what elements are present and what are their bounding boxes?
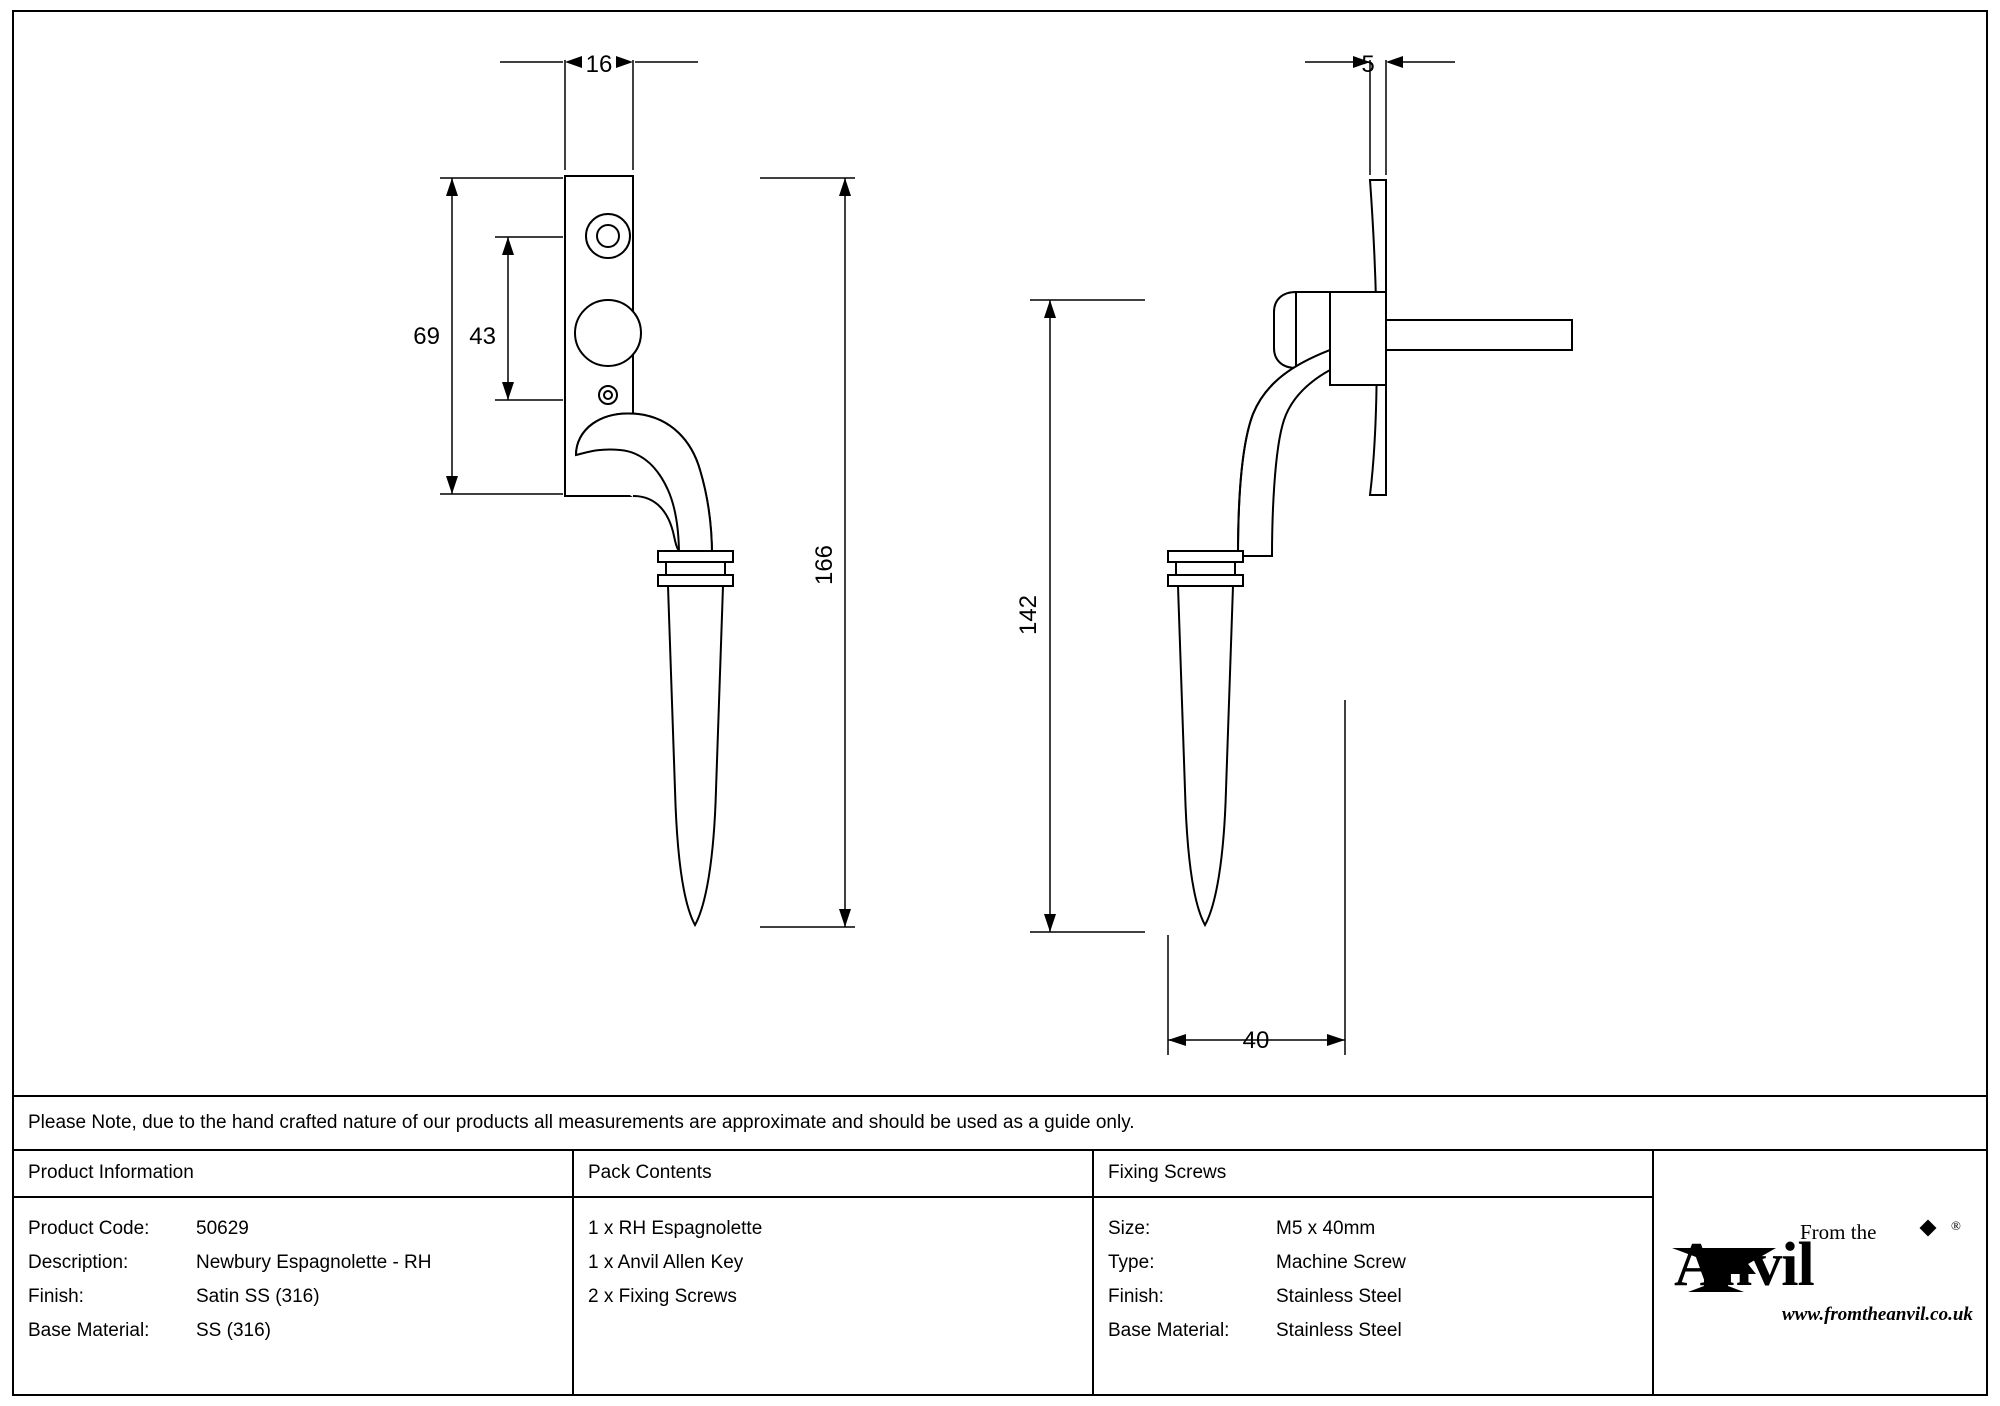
table-row (28, 1212, 572, 1246)
logo-fromthe-text: From the (1800, 1220, 1877, 1244)
pack-contents-body (574, 1198, 1092, 1314)
product-code-label: Product Code: (28, 1218, 150, 1239)
fixing-screws-heading: Fixing Screws (1094, 1150, 1652, 1198)
table-row (1108, 1212, 1652, 1246)
description-value: Newbury Espagnolette - RH (196, 1252, 432, 1273)
screw-type-value: Machine Screw (1276, 1252, 1406, 1273)
screw-type-label: Type: (1108, 1252, 1155, 1273)
dim-166 (760, 178, 855, 927)
screw-base-material-label: Base Material: (1108, 1320, 1230, 1341)
finish-value: Satin SS (316) (196, 1286, 320, 1307)
list-item: 2 x Fixing Screws (588, 1286, 737, 1307)
base-material-label: Base Material: (28, 1320, 150, 1341)
screw-finish-label: Finish: (1108, 1286, 1164, 1307)
product-information-heading: Product Information (14, 1150, 572, 1198)
screw-finish-value: Stainless Steel (1276, 1286, 1402, 1307)
dim-40-label: 40 (1242, 1027, 1270, 1054)
finish-label: Finish: (28, 1286, 84, 1307)
table-row (28, 1246, 572, 1280)
dim-142 (1015, 300, 1145, 932)
disclaimer-note (14, 1096, 1986, 1150)
product-information-column (14, 1150, 574, 1394)
pack-contents-column (574, 1150, 1094, 1394)
table-row (1108, 1246, 1652, 1280)
dim-43 (469, 237, 563, 400)
product-code-value: 50629 (196, 1218, 249, 1239)
dim-69-label: 69 (413, 323, 440, 350)
dim-16 (500, 51, 698, 170)
diamond-icon (1920, 1220, 1937, 1237)
table-row (28, 1314, 572, 1348)
screw-size-value: M5 x 40mm (1276, 1218, 1376, 1239)
fixing-screws-body (1094, 1198, 1652, 1348)
dim-142-label: 142 (1015, 594, 1042, 636)
pack-contents-heading: Pack Contents (574, 1150, 1092, 1198)
logo-wordmark: Anvil (1674, 1231, 1814, 1299)
base-material-value: SS (316) (196, 1320, 271, 1341)
dim-5-label: 5 (1361, 51, 1375, 78)
dim-5 (1305, 51, 1455, 175)
dim-16-label: 16 (585, 51, 613, 78)
list-item: 1 x RH Espagnolette (588, 1218, 763, 1239)
brand-logo (1654, 1150, 1986, 1394)
description-label: Description: (28, 1252, 129, 1273)
logo-url: www.fromtheanvil.co.uk (1782, 1304, 1973, 1325)
table-row (28, 1280, 572, 1314)
table-row (1108, 1280, 1652, 1314)
screw-base-material-value: Stainless Steel (1276, 1320, 1402, 1341)
product-information-body (14, 1198, 572, 1348)
registered-mark: ® (1951, 1218, 1961, 1233)
info-tables (14, 1150, 1986, 1394)
fixing-screws-column (1094, 1150, 1654, 1394)
dim-43-label: 43 (469, 323, 496, 350)
brand-logo-column (1654, 1150, 1986, 1394)
list-item: 1 x Anvil Allen Key (588, 1252, 744, 1273)
dim-166-label: 166 (811, 544, 838, 586)
disclaimer-text: Please Note, due to the hand crafted nature of our products all measurements are approximate and should be used as a guide only. (28, 1112, 1135, 1133)
table-row (1108, 1314, 1652, 1348)
screw-size-label: Size: (1108, 1218, 1151, 1239)
